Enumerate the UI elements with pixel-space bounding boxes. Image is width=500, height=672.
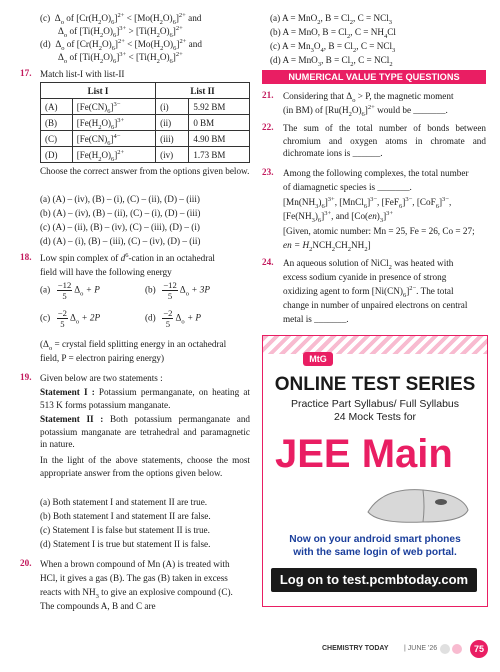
numerical-section-header: NUMERICAL VALUE TYPE QUESTIONS [262,70,486,84]
q23-given: [Given, atomic number: Mn = 25, Fe = 26, Co = 27; [283,226,475,236]
q21-number: 21. [262,90,274,100]
q20-line-3: reacts with $NH_3$ to give an explosive compound (C). [40,587,233,600]
q17-option-d: (d) (A) – (i), (B) – (iii), (C) – (iv), (D) – (ii) [40,236,201,246]
ad-subtitle-2: 24 Mock Tests for [333,411,417,423]
q24-line-3: oxidizing agent to form $[Ni(CN)_6]^{2-}$. The total [283,284,454,299]
online-test-series-ad[interactable] [262,335,488,607]
ad-subtitle-1: Practice Part Syllabus/ Full Syllabus [290,398,460,410]
publication-name: CHEMISTRY TODAY [322,645,389,652]
ad-jee-main: JEE Main [275,432,453,476]
q19-intro: Given below are two statements : [40,373,163,383]
q22-number: 22. [262,122,274,132]
q17-number: 17. [20,68,32,78]
mtg-logo: MtG [303,352,333,366]
issue-month: | JUNE '26 [404,645,438,652]
q17-option-a: (a) (A) – (iv), (B) – (i), (C) – (ii), (D) – (iii) [40,194,200,204]
q22-text: The sum of the total number of bonds between chromium and oxygen atoms in chromate and dichromate ions is ______. [283,123,486,159]
q24-line-2: excess sodium cyanide in presence of strong [283,272,447,282]
q23-number: 23. [262,167,274,177]
table-row: (B) $[Fe(H_2O)_6]^{3+}$ (ii) 0 BM [41,115,250,131]
ad-title: ONLINE TEST SERIES [274,374,476,395]
q24-number: 24. [262,257,274,267]
footer-dot-2 [452,644,462,654]
q18-option-c: (c) $\frac{-2}{5}$ $\Delta_o + 2P$ [40,308,101,329]
q19-statement-2: Statement II : Both potassium permanganate and potassium manganate are tetrahedral and paramagnetic in nature. [40,414,251,450]
q19-statement-1: Statement I : Potassium permanganate, on heating at 513 K forms potassium manganate. [40,387,250,410]
ad-android-line-1: Now on your android smart phones [289,534,461,545]
q24-line-5: metal is _______. [283,314,349,324]
q21-line-2: (in BM) of $[Ru(H_2O)_6]^{2+}$ would be _______. [283,103,448,118]
table-row: (A) $[Fe(CN)_6]^{3-}$ (i) 5.92 BM [41,99,250,115]
q18-option-a: (a) $\frac{-12}{5}$ $\Delta_o + P$ [40,280,100,301]
q17-option-c: (c) (A) – (ii), (B) – (iv), (C) – (iii), (D) – (i) [40,222,200,232]
q23-line-2: of diamagnetic species is _______. [283,182,412,192]
q17-text: Match list-I with list-II [40,69,125,79]
list-ii-header: List II [156,83,250,99]
q16-option-c-cont: $\Delta_o$ of $[Ti(H_2O)_6]^{3+} > [Ti(H_2O)_6]^{2+}$ [58,24,183,39]
q20-option-c: (c) $A = Mn_3O_4$, $B = Cl_2$, C = NCl$_3$ [270,41,396,54]
page-number: 75 [470,640,488,658]
q20-line-4: The compounds A, B and C are [40,601,156,611]
q18-option-b: (b) $\frac{-12}{5}$ $\Delta_o + 3P$ [145,280,210,301]
q20-line-1: When a brown compound of Mn (A) is treated with [40,559,230,569]
list-i-header: List I [41,83,156,99]
q18-note-2: field, P = electron pairing energy) [40,353,165,363]
q19-option-a: (a) Both statement I and statement II are true. [40,497,208,507]
q20-line-2: HCl, it gives a gas (B). The gas (B) taken in excess [40,573,228,583]
table-row: (D) $[Fe(H_2O)_6]^{2+}$ (iv) 1.73 BM [41,147,250,163]
q19-light: In the light of the above statements, choose the most appropriate answer from the options given below. [40,455,250,478]
q18-note-1: ($\Delta_o$ = crystal field splitting energy in an octahedral [40,339,227,352]
q24-line-1: An aqueous solution of NiCl$_2$ was heated with [283,258,454,271]
q23-en: en = $H_2NCH_2CH_2NH_2$] [283,240,371,253]
q23-complexes-2: $[Fe(NH_3)_6]^{3+}$, and $[Co(en)_3]^{3+}$ [283,209,394,224]
q20-option-d: (d) A = MnO$_3$, $B = Cl_2$, C = NCl$_2$ [270,55,393,68]
footer-dot-1 [440,644,450,654]
q20-number: 20. [20,558,32,568]
q24-line-4: change in number of unpaired electrons on central [283,300,468,310]
q19-option-c: (c) Statement I is false but statement II is true. [40,525,210,535]
q20-option-b: (b) A = MnO, $B = Cl_2$, $C = NH_4Cl$ [270,27,396,40]
q16-option-c: (c) $\Delta_o$ of $[Cr(H_2O)_6]^{2+} < [Mo(H_2O)_6]^{2+}$ and [40,11,202,26]
match-table [40,82,250,163]
q19-number: 19. [20,372,32,382]
q18-option-d: (d) $\frac{-2}{5}$ $\Delta_o + P$ [145,308,202,329]
q21-line-1: Considering that $\Delta_o > P$, the magnetic moment [283,91,454,104]
q19-option-b: (b) Both statement I and statement II are false. [40,511,211,521]
q18-line1: Low spin complex of $d^6$-cation in an octahedral [40,251,215,263]
q16-option-d: (d) $\Delta_o$ of $[Cr(H_2O)_6]^{2+} < [Mo(H_2O)_6]^{2+}$ and [40,37,202,52]
ad-url-banner[interactable]: Log on to test.pcmbtoday.com [271,568,477,592]
ad-android-line-2: with the same login of web portal. [293,547,457,558]
computer-mouse-icon [363,482,473,526]
q23-line-1: Among the following complexes, the total number [283,168,469,178]
q18-line2: field will have the following energy [40,267,172,277]
q17-option-b: (b) (A) – (iv), (B) – (ii), (C) – (i), (D) – (iii) [40,208,201,218]
q19-option-d: (d) Statement I is true but statement II is false. [40,539,211,549]
table-row: (C) $[Fe(CN)_6]^{4-}$ (iii) 4.90 BM [41,131,250,147]
q18-number: 18. [20,252,32,262]
q23-complexes-1: $[Mn(NH_3)_6]^{3+}$, [MnCl$_6$]$^{3-}$, $[FeF_6]^{3-}$, $[CoF_6]^{3-}$, [283,195,452,210]
ad-top-band [263,336,487,354]
q16-option-d-cont: $\Delta_o$ of $[Ti(H_2O)_6]^{3+} < [Ti(H_2O)_6]^{2+}$ [58,50,183,65]
q17-choose: Choose the correct answer from the options given below. [40,166,250,176]
q20-option-a: (a) A = MnO$_2$, $B = Cl_2$, C = NCl$_3$ [270,13,393,26]
